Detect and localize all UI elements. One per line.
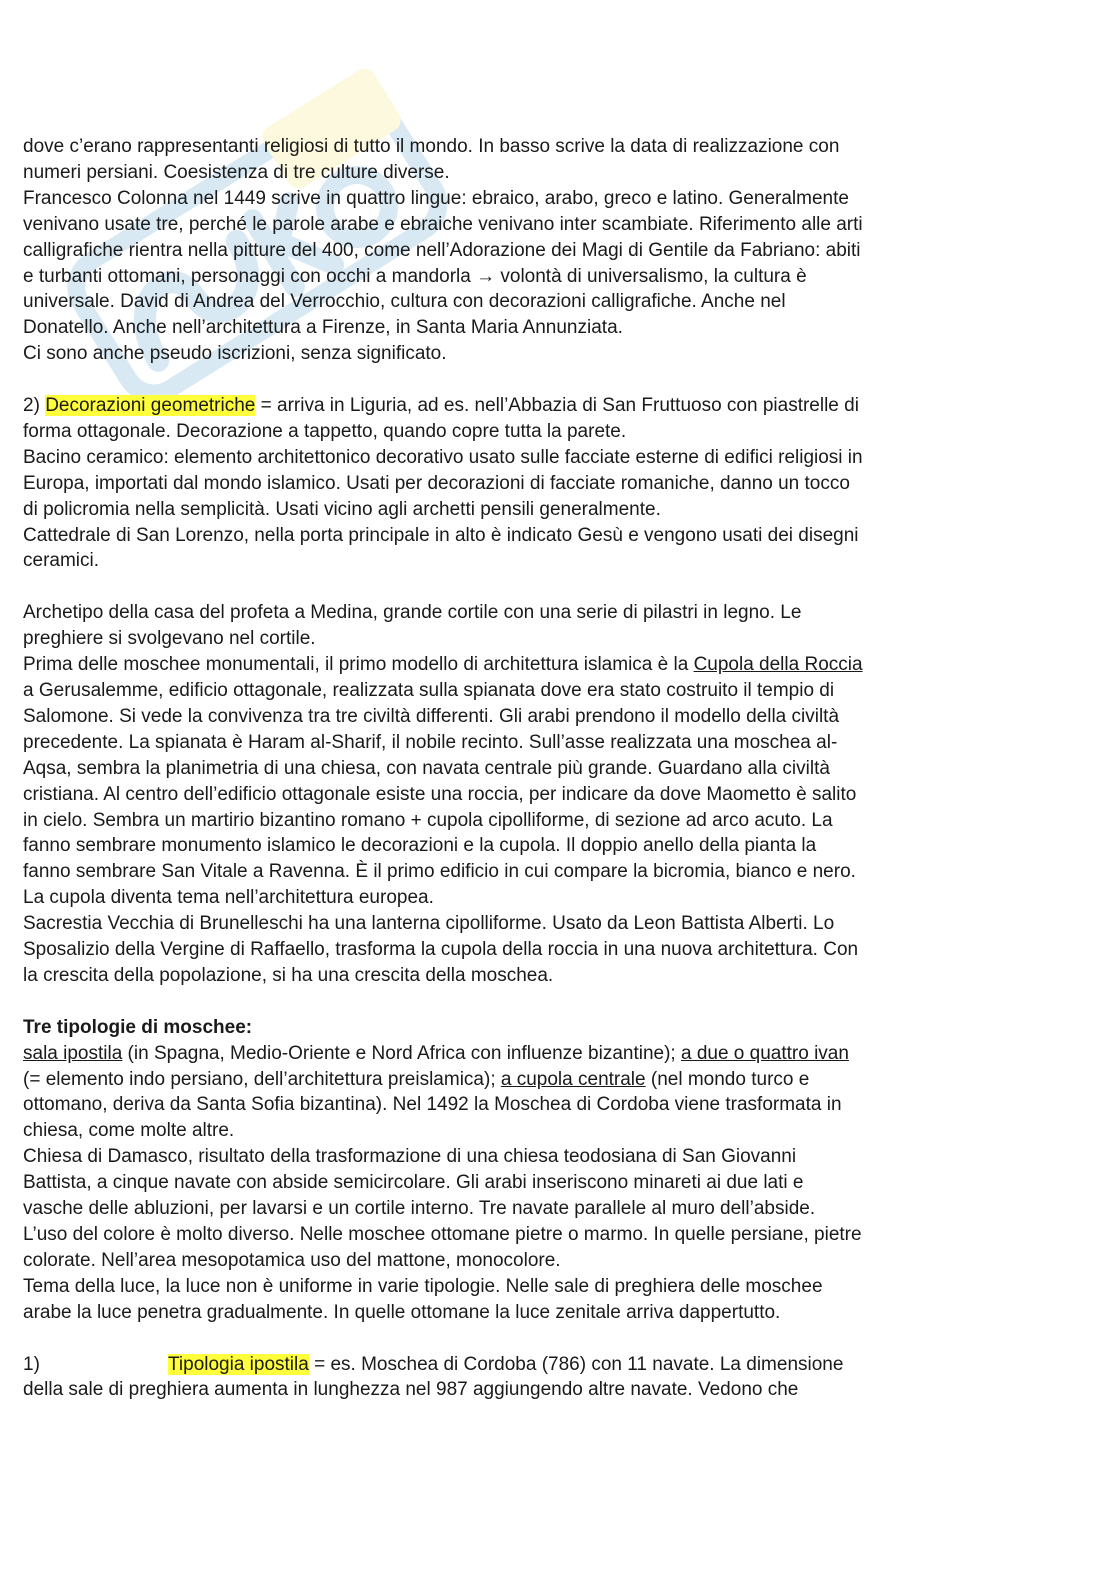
text-line: Aqsa, sembra la planimetria di una chiesa, con navata centrale più grande. Guardano alla civiltà (23, 757, 830, 779)
highlighted-term: Decorazioni geometriche (45, 395, 256, 417)
document-body (23, 134, 1023, 1403)
text-line: vasche delle abluzioni, per lavarsi e un cortile interno. Tre navate parallele al muro dell’abside. (23, 1198, 816, 1220)
text-line: (nel mondo turco e (645, 1068, 810, 1090)
paragraph-cupola-della-roccia (23, 652, 1023, 911)
paragraph-persian-numbers (23, 134, 1023, 186)
paragraph-chiesa-damasco (23, 1144, 1023, 1222)
text-line: Donatello. Anche nell’architettura a Firenze, in Santa Maria Annunziata. (23, 317, 623, 339)
text-line: Tema della luce, la luce non è uniforme in varie tipologie. Nelle sale di preghiera delle moschee (23, 1275, 823, 1297)
paragraph-pseudo-iscrizioni (23, 341, 1023, 367)
text-line: Francesco Colonna nel 1449 scrive in quattro lingue: ebraico, arabo, greco e latino. Generalmente (23, 187, 849, 209)
text-line: universale. David di Andrea del Verrocchio, cultura con decorazioni calligrafiche. Anche nel (23, 291, 786, 313)
text-line: e turbanti ottomani, personaggi con occhi a mandorla → volontà di universalismo, la cultura è (23, 265, 807, 287)
text-line: Archetipo della casa del profeta a Medina, grande cortile con una serie di pilastri in legno. Le (23, 602, 802, 624)
text-line: (in Spagna, Medio-Oriente e Nord Africa con influenze bizantine); (122, 1042, 681, 1064)
text-line: Cattedrale di San Lorenzo, nella porta principale in alto è indicato Gesù e vengono usati dei disegni (23, 524, 859, 546)
text-line: precedente. La spianata è Haram al-Sharif, il nobile recinto. Sull’asse realizzata una moschea al- (23, 731, 838, 753)
text-line: venivano usate tre, perché le parole arabe e ebraiche venivano inter scambiate. Riferimento alle arti (23, 213, 863, 235)
paragraph-bacino-ceramico (23, 445, 1023, 523)
paragraph-cattedrale-san-lorenzo (23, 523, 1023, 575)
section-heading: Tre tipologie di moschee: (23, 1016, 253, 1038)
list-number: 1) (23, 1353, 40, 1375)
text-line: Sacrestia Vecchia di Brunelleschi ha una lanterna cipolliforme. Usato da Leon Battista Alberti. Lo (23, 913, 835, 935)
paragraph-uso-del-colore (23, 1222, 1023, 1274)
text-line: dove c’erano rappresentanti religiosi di tutto il mondo. In basso scrive la data di realizzazione con (23, 136, 840, 157)
text-line: (= elemento indo persiano, dell’architettura preislamica); (23, 1068, 501, 1090)
underlined-term: a due o quattro ivan (680, 1042, 849, 1064)
paragraph-sacrestia-vecchia (23, 911, 1023, 989)
text-line: calligrafiche rientra nella pitture del 400, come nell’Adorazione dei Magi di Gentile da Fabriano: abiti (23, 239, 861, 261)
underlined-term: sala ipostila (23, 1042, 123, 1064)
text-line: La cupola diventa tema nell’architettura europea. (23, 887, 434, 909)
list-number: 2) (23, 395, 46, 417)
text-line: ceramici. (23, 550, 100, 572)
text-line: della sale di preghiera aumenta in lunghezza nel 987 aggiungendo altre navate. Vedono che (23, 1379, 799, 1401)
paragraph-tipologia-ipostila (23, 1352, 1023, 1404)
text-line: Ci sono anche pseudo iscrizioni, senza significato. (23, 343, 447, 365)
text-line: L’uso del colore è molto diverso. Nelle moschee ottomane pietre o marmo. In quelle persiane, pietre (23, 1224, 862, 1246)
underlined-term: Cupola della Roccia (693, 654, 863, 676)
text-line: Chiesa di Damasco, risultato della trasformazione di una chiesa teodosiana di San Giovanni (23, 1146, 797, 1168)
text-line: la crescita della popolazione, si ha una crescita della moschea. (23, 964, 554, 986)
text-line: cristiana. Al centro dell’edificio ottagonale esiste una roccia, per indicare da dove Maometto è salito (23, 783, 857, 805)
paragraph-decorazioni-geometriche (23, 393, 1023, 445)
text-line: a Gerusalemme, edificio ottagonale, realizzata sulla spianata dove era stato costruito il tempio di (23, 680, 835, 701)
paragraph-francesco-colonna (23, 186, 1023, 341)
text-line: in cielo. Sembra un martirio bizantino romano + cupola cipolliforme, di sezione ad arco acuto. La (23, 809, 833, 831)
text-line: colorate. Nell’area mesopotamica uso del mattone, monocolore. (23, 1249, 561, 1271)
text-line: Prima delle moschee monumentali, il primo modello di architettura islamica è la (23, 654, 694, 676)
text-line: Battista, a cinque navate con abside semicircolare. Gli arabi inseriscono minareti ai due lati e (23, 1172, 804, 1194)
text-line: arabe la luce penetra gradualmente. In quelle ottomane la luce zenitale arriva dappertutto. (23, 1301, 781, 1323)
text-line: fanno sembrare monumento islamico le decorazioni e la cupola. Il doppio anello della pianta la (23, 835, 817, 857)
text-line: di policromia nella semplicità. Usati vicino agli archetti pensili generalmente. (23, 498, 661, 520)
text-line: forma ottagonale. Decorazione a tappetto, quando copre tutta la parete. (23, 420, 627, 442)
text-line: Bacino ceramico: elemento architettonico decorativo usato sulle facciate esterne di edifici religiosi in (23, 446, 863, 468)
text-line: ottomano, deriva da Santa Sofia bizantina). Nel 1492 la Moschea di Cordoba viene trasformata in (23, 1094, 842, 1116)
text-line: Salomone. Si vede la convivenza tra tre civiltà differenti. Gli arabi prendono il modello della civiltà (23, 705, 840, 727)
highlighted-term: Tipologia ipostila (168, 1353, 309, 1375)
text-line: Europa, importati dal mondo islamico. Usati per decorazioni di facciate romaniche, danno un tocco (23, 472, 850, 494)
text-line: = es. Moschea di Cordoba (786) con 11 navate. La dimensione (308, 1353, 844, 1375)
text-line: Sposalizio della Vergine di Raffaello, trasforma la cupola della roccia in una nuova architettura. Con (23, 939, 859, 961)
underlined-term: a cupola centrale (500, 1068, 646, 1090)
paragraph-archetipo-medina (23, 600, 1023, 652)
text-line: preghiere si svolgevano nel cortile. (23, 628, 316, 650)
paragraph-tipologie (23, 1041, 1023, 1145)
text-line: = arriva in Liguria, ad es. nell’Abbazia di San Fruttuoso con piastrelle di (255, 395, 859, 417)
text-line: numeri persiani. Coesistenza di tre culture diverse. (23, 161, 450, 183)
text-line: chiesa, come molte altre. (23, 1120, 235, 1142)
paragraph-tema-della-luce (23, 1274, 1023, 1326)
text-line: fanno sembrare San Vitale a Ravenna. È il primo edificio in cui compare la bicromia, bianco e nero. (23, 861, 856, 883)
